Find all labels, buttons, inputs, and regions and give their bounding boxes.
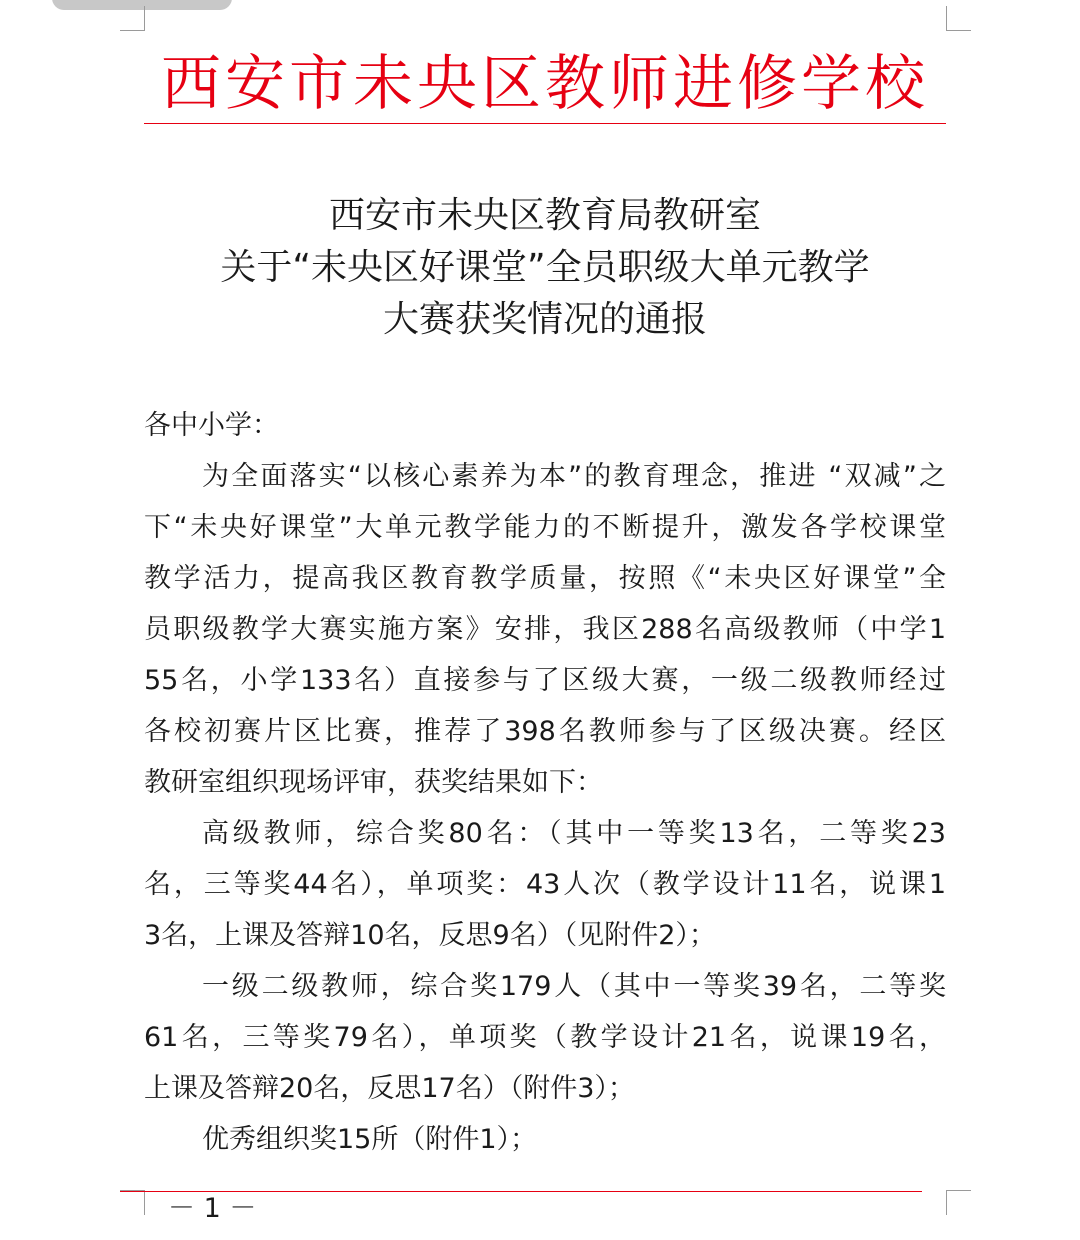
body-line: 名，三等奖44名），单项奖：43人次（教学设计11名，说课1	[144, 869, 946, 900]
body-line: 各校初赛片区比赛，推荐了398名教师参与了区级决赛。经区	[144, 716, 946, 747]
body-line: 为全面落实“以核心素养为本”的教育理念，推进 “双减”之	[202, 461, 946, 492]
salutation: 各中小学：	[144, 410, 279, 441]
page-corner-mark-bottom-left	[120, 1190, 145, 1215]
body-line: 一级二级教师，综合奖179人（其中一等奖39名，二等奖	[202, 971, 946, 1002]
body-line: 高级教师，综合奖80名：（其中一等奖13名，二等奖23	[202, 818, 946, 849]
body-line: 优秀组织奖15所（附件1）；	[202, 1124, 538, 1155]
letterhead-red-rule	[144, 123, 946, 124]
document-title-line: 西安市未央区教育局教研室	[328, 195, 761, 236]
document-title	[144, 190, 946, 346]
document-body	[144, 400, 946, 1165]
body-line: 55名，小学133名）直接参与了区级大赛，一级二级教师经过	[144, 665, 946, 696]
body-line: 员职级教学大赛实施方案》安排，我区288名高级教师（中学1	[144, 614, 946, 645]
body-line: 教研室组织现场评审，获奖结果如下：	[144, 767, 603, 798]
letterhead-org-name: 西安市未央区教师进修学校	[161, 49, 929, 119]
page-number: － 1 －	[168, 1193, 257, 1224]
body-line: 3名，上课及答辩10名，反思9名）（见附件2）；	[144, 920, 716, 951]
page-corner-mark-top-left	[120, 6, 145, 31]
page-corner-mark-top-right	[946, 6, 971, 31]
page-corner-mark-bottom-right	[946, 1190, 971, 1215]
document-title-line: 大赛获奖情况的通报	[382, 299, 707, 340]
body-line: 下“未央好课堂”大单元教学能力的不断提升，激发各学校课堂	[144, 512, 946, 543]
document-title-line: 关于“未央区好课堂”全员职级大单元教学	[220, 247, 870, 288]
body-line: 教学活力，提高我区教育教学质量，按照《“未央区好课堂”全	[144, 563, 946, 594]
body-line: 61名，三等奖79名），单项奖（教学设计21名，说课19名，	[144, 1022, 946, 1053]
body-line: 上课及答辩20名，反思17名）（附件3）；	[144, 1073, 635, 1104]
